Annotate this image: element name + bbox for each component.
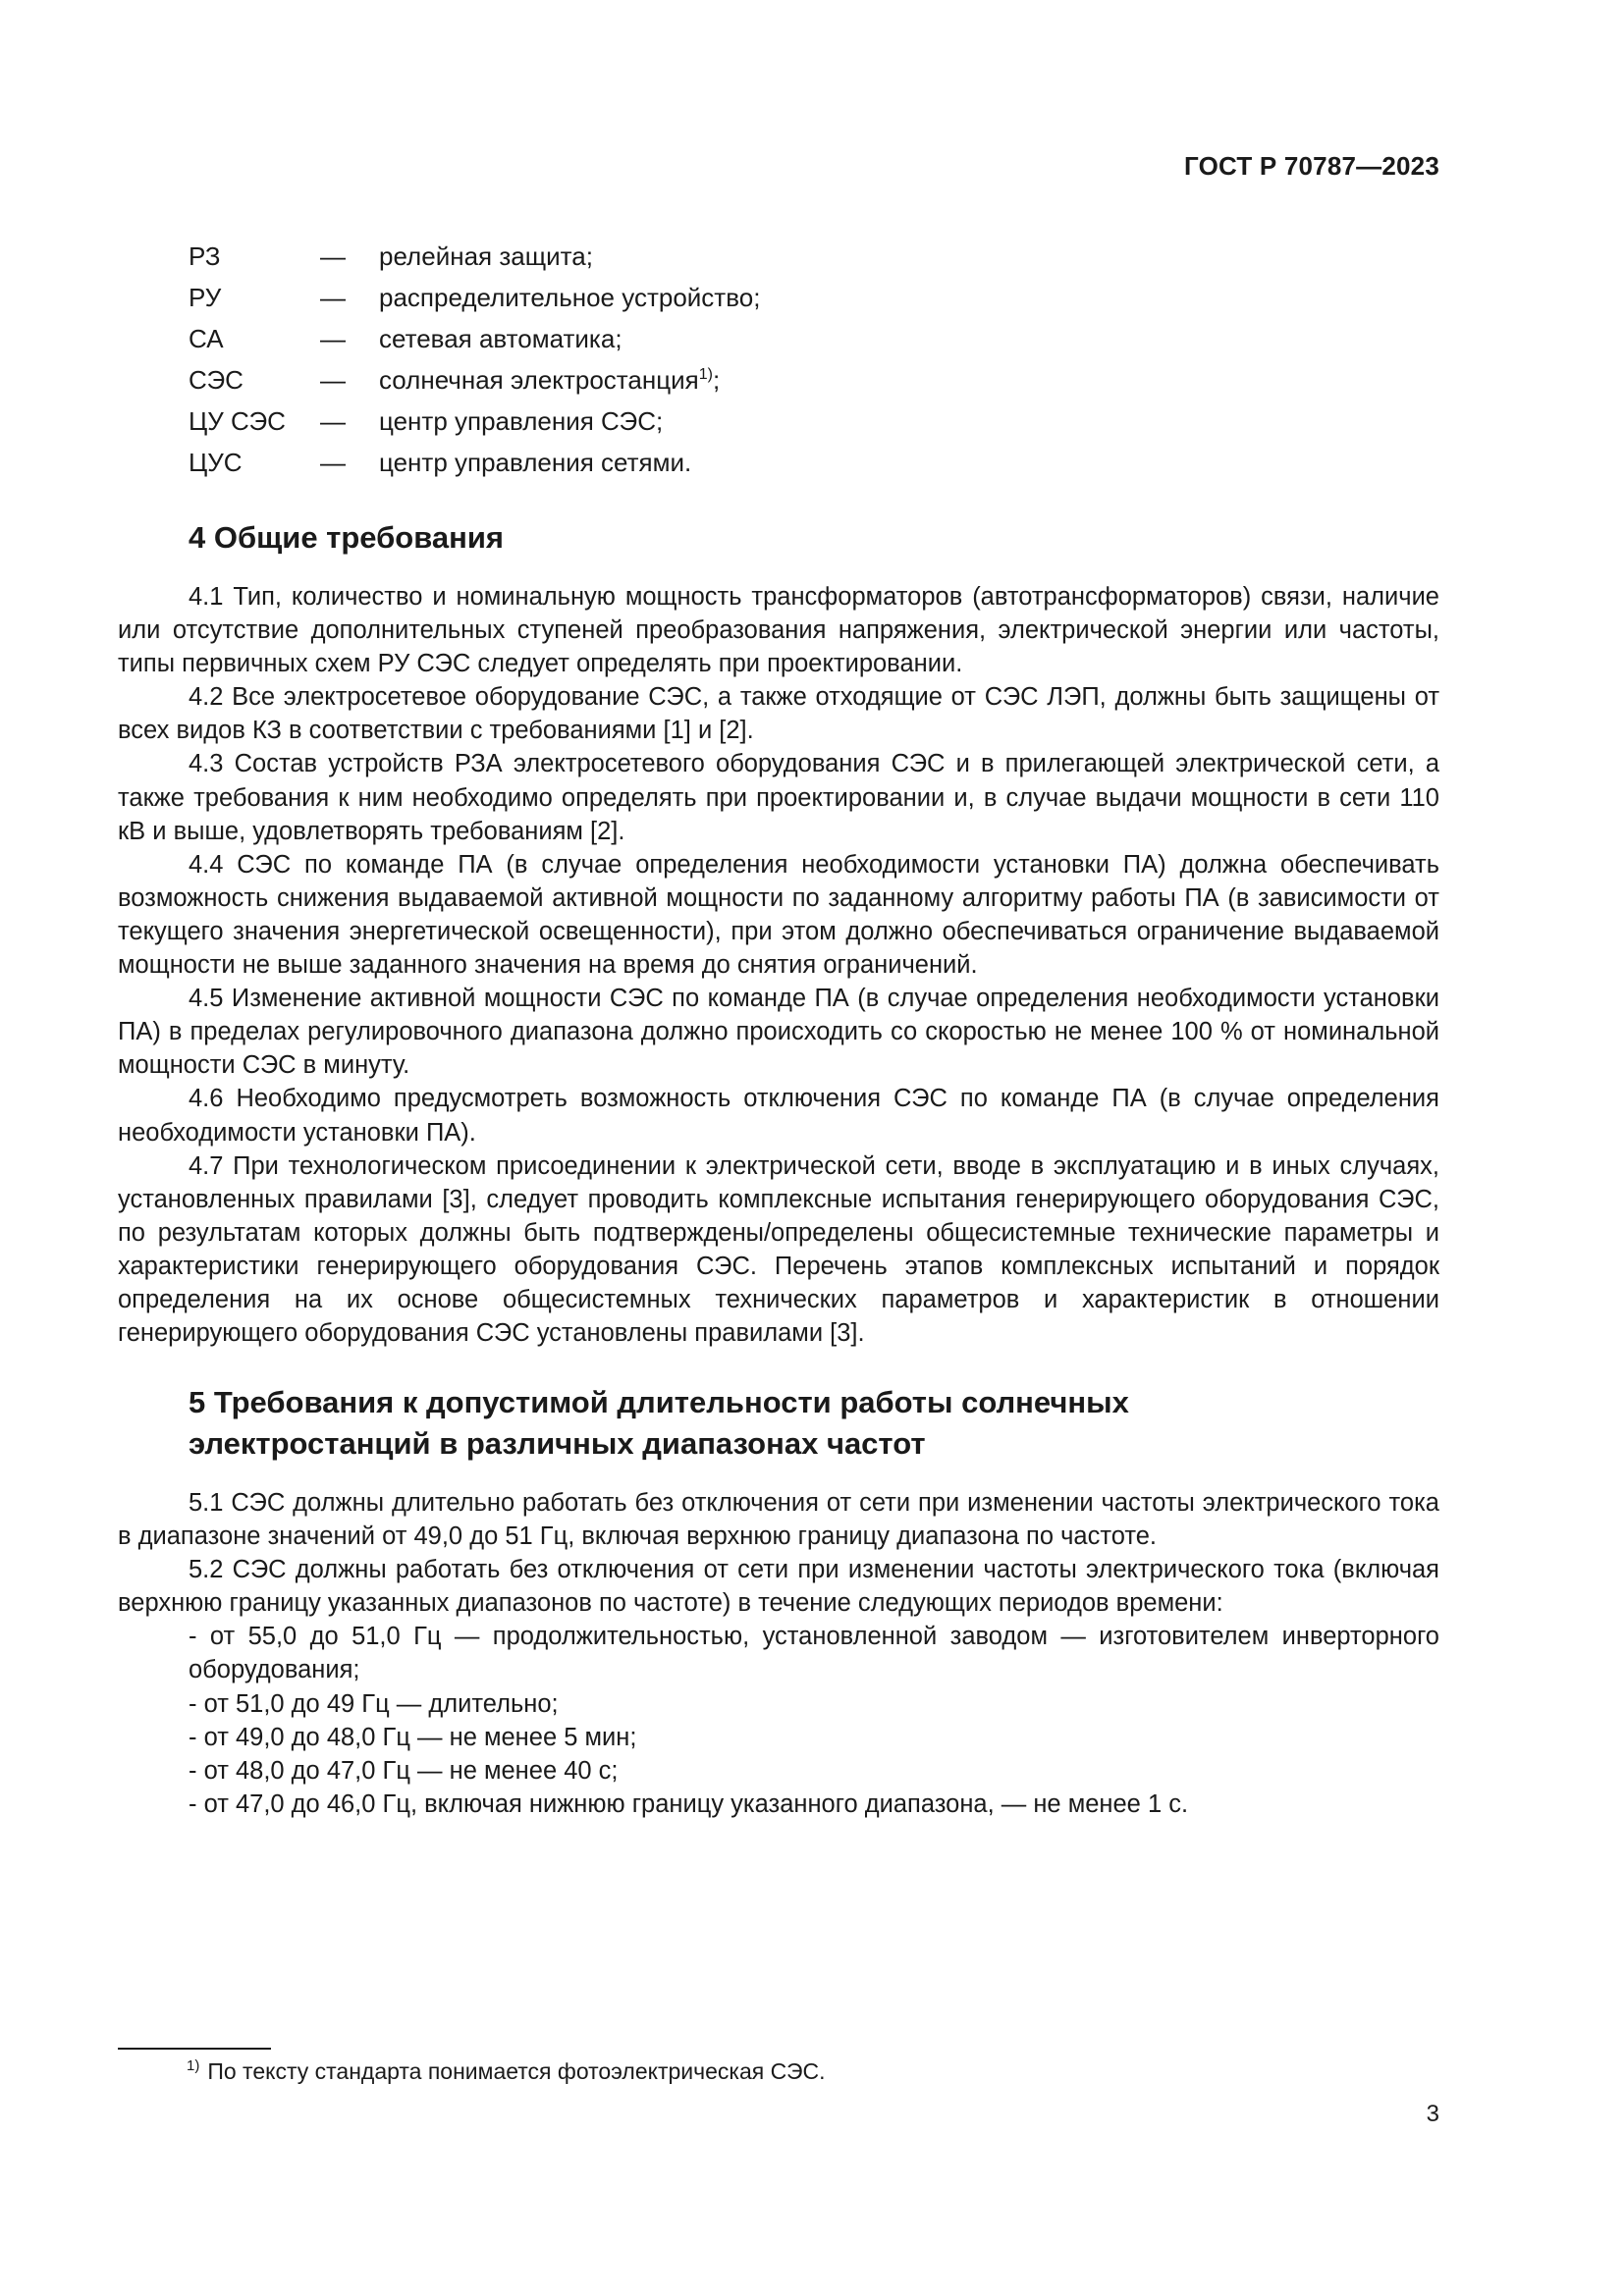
- abbreviation-term: ЦУ СЭС: [189, 406, 286, 436]
- abbreviation-list: [189, 236, 760, 483]
- abbreviation-definition-tail: ;: [712, 365, 721, 395]
- list-item: - от 51,0 до 49 Гц — длительно;: [189, 1689, 559, 1718]
- paragraph-5-1: 5.1 СЭС должны длительно работать без отключения от сети при изменении частоты электрического тока в диапазоне значений от 49,0 до 51 Гц, включая верхнюю границу диапазона по частоте.: [118, 1489, 1439, 1551]
- paragraph-4-3: 4.3 Состав устройств РЗА электросетевого оборудования СЭС и в прилегающей электрической сети, а также требования к ним необходимо определять при проектировании и, в случае выдачи мощности в сети 110 кВ и выше, удовлетворять требованиям [2].: [118, 750, 1439, 845]
- paragraph-4-6: 4.6 Необходимо предусмотреть возможность отключения СЭС по команде ПА (в случае определения необходимости установки ПА).: [118, 1085, 1439, 1147]
- footnote-separator: [118, 2048, 271, 2050]
- section-4: [118, 517, 1439, 1350]
- paragraph-5-2: 5.2 СЭС должны работать без отключения от сети при изменении частоты электрического тока (включая верхнюю границу указанных диапазонов по частоте) в течение следующих периодов времени:: [118, 1556, 1439, 1618]
- abbreviation-dash: —: [320, 324, 346, 353]
- footnote-text: По тексту стандарта понимается фотоэлектрическая СЭС.: [207, 2058, 826, 2084]
- abbreviation-definition: центр управления СЭС;: [379, 406, 664, 436]
- abbreviation-row: [189, 442, 760, 483]
- list-item: - от 49,0 до 48,0 Гц — не менее 5 мин;: [189, 1723, 637, 1751]
- page-number: 3: [1426, 2101, 1439, 2127]
- abbreviation-row: [189, 277, 760, 318]
- abbreviation-dash: —: [320, 448, 346, 477]
- paragraph-4-4: 4.4 СЭС по команде ПА (в случае определения необходимости установки ПА) должна обеспечивать возможность снижения выдаваемой активной мощности по заданному алгоритму работы ПА (в зависимости от текущего значения энергетической освещенности), при этом должно обеспечиваться ограничение выдаваемой мощности не выше заданного значения на время до снятия ограничений.: [118, 850, 1439, 980]
- abbreviation-term: СЭС: [189, 365, 244, 395]
- abbreviation-term: РУ: [189, 283, 222, 312]
- abbreviation-dash: —: [320, 283, 346, 312]
- abbreviation-definition: распределительное устройство;: [379, 283, 761, 312]
- abbreviation-row: [189, 400, 760, 442]
- abbreviation-term: РЗ: [189, 241, 221, 271]
- abbreviation-dash: —: [320, 406, 346, 436]
- section-4-title: 4 Общие требования: [189, 520, 504, 555]
- paragraph-4-2: 4.2 Все электросетевое оборудование СЭС, а также отходящие от СЭС ЛЭП, должны быть защищены от всех видов КЗ в соответствии с требованиями [1] и [2].: [118, 683, 1439, 745]
- list-item: - от 48,0 до 47,0 Гц — не менее 40 с;: [189, 1756, 619, 1785]
- section-5-title-line-2: электростанций в различных диапазонах частот: [189, 1426, 926, 1461]
- abbreviation-row: [189, 359, 760, 400]
- abbreviation-term: СА: [189, 324, 224, 353]
- abbreviation-definition: релейная защита;: [379, 241, 593, 271]
- abbreviation-dash: —: [320, 365, 346, 395]
- standard-id-header: ГОСТ Р 70787—2023: [1184, 151, 1439, 181]
- section-5-title-line-1: 5 Требования к допустимой длительности работы солнечных: [189, 1385, 1129, 1419]
- paragraph-4-1: 4.1 Тип, количество и номинальную мощность трансформаторов (автотрансформаторов) связи, наличие или отсутствие дополнительных ступеней преобразования напряжения, электрической энергии или частоты, типы первичных схем РУ СЭС следует определять при проектировании.: [118, 583, 1439, 678]
- abbreviation-definition: солнечная электростанция: [379, 365, 699, 395]
- abbreviation-term: ЦУС: [189, 448, 243, 477]
- list-item: - от 47,0 до 46,0 Гц, включая нижнюю границу указанного диапазона, — не менее 1 с.: [189, 1789, 1189, 1818]
- section-5: [118, 1382, 1439, 1821]
- footnote-mark: 1): [187, 2057, 200, 2074]
- paragraph-4-7: 4.7 При технологическом присоединении к электрической сети, вводе в эксплуатацию и в иных случаях, установленных правилами [3], следует проводить комплексные испытания генерирующего оборудования СЭС, по результатам которых должны быть подтверждены/определены общесистемные технические параметры и характеристики генерирующего оборудования СЭС. Перечень этапов комплексных испытаний и порядок определения на их основе общесистемных технических параметров и характеристик в отношении генерирующего оборудования СЭС установлены правилами [3].: [118, 1151, 1439, 1348]
- paragraph-4-5: 4.5 Изменение активной мощности СЭС по команде ПА (в случае определения необходимости установки ПА) в пределах регулировочного диапазона должно происходить со скоростью не менее 100 % от номинальной мощности СЭС в минуту.: [118, 985, 1439, 1080]
- section-5-title: [118, 1382, 1439, 1465]
- abbreviation-row: [189, 318, 760, 359]
- abbreviation-row: [189, 236, 760, 277]
- footnote-reference[interactable]: 1): [698, 366, 713, 383]
- abbreviation-definition: сетевая автоматика;: [379, 324, 623, 353]
- list-item: - от 55,0 до 51,0 Гц — продолжительностью, установленной заводом — изготовителем инверторного оборудования;: [189, 1623, 1439, 1684]
- abbreviation-definition: центр управления сетями.: [379, 448, 692, 477]
- abbreviation-dash: —: [320, 241, 346, 271]
- abbreviation-definition-with-footnote: [379, 359, 720, 400]
- footnote: [187, 2056, 825, 2087]
